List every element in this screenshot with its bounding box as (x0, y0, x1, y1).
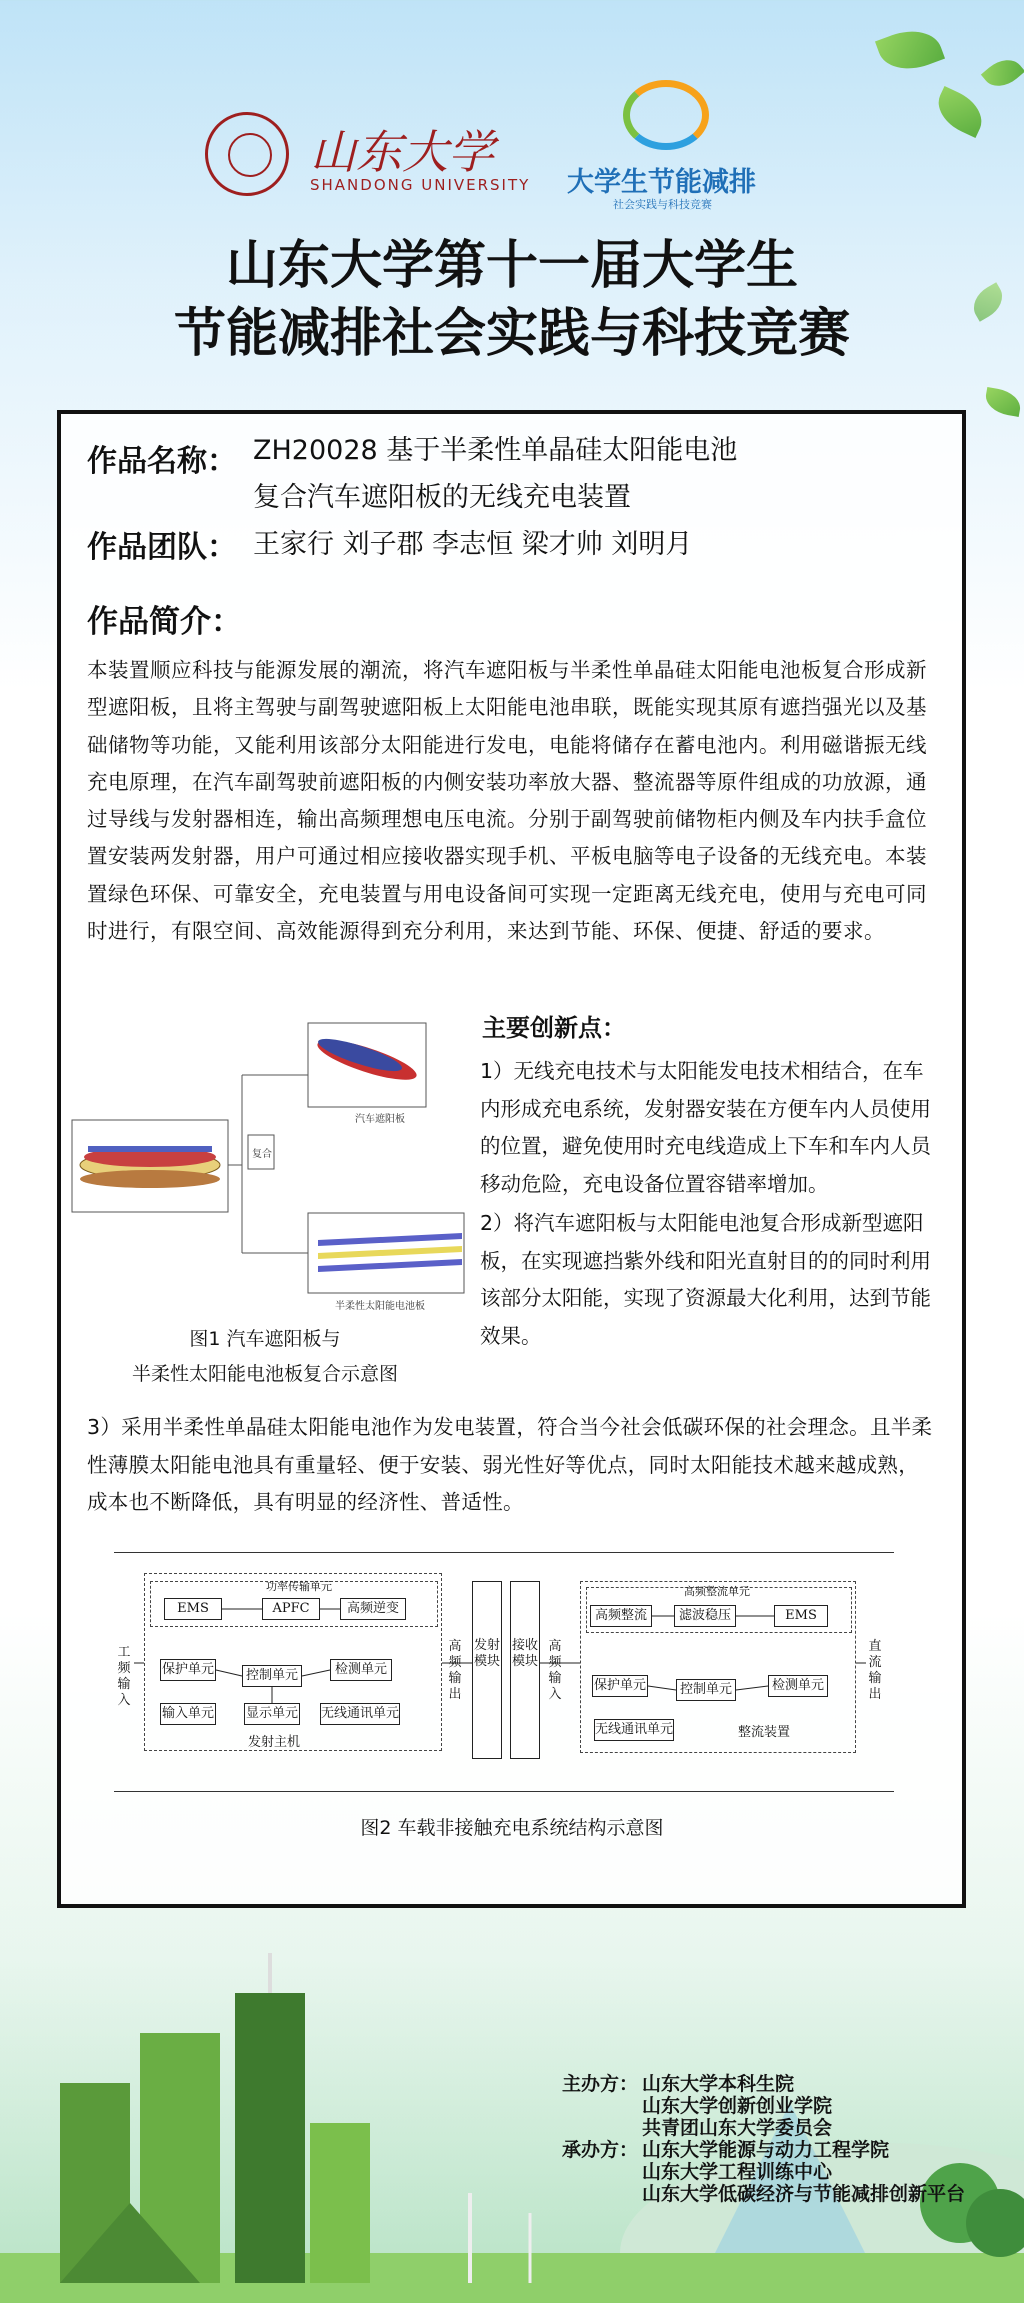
rectifier-device-label: 整流装置 (737, 1725, 790, 1740)
figure-1-label-composite: 复合 (252, 1149, 272, 1160)
logo-bar (205, 108, 794, 211)
undertake-3: 山东大学低碳经济与节能减排创新平台 (642, 2183, 966, 2205)
dc-output-label: 直流输出 (868, 1639, 882, 1702)
leaf-decoration (981, 51, 1024, 94)
project-name-line-2: 复合汽车遮阳板的无线充电装置 (253, 482, 631, 513)
title-line-1: 山东大学第十一届大学生 (225, 236, 798, 296)
control-unit-box-1: 控制单元 (242, 1665, 302, 1687)
apfc-box: APFC (262, 1598, 320, 1620)
transmitter-host-label: 发射主机 (247, 1735, 300, 1750)
project-name-label: 作品名称： (87, 444, 237, 479)
poster-title (0, 232, 1024, 368)
university-seal-icon (205, 112, 289, 196)
power-input-label: 工频输入 (117, 1645, 131, 1708)
leaf-decoration (875, 21, 945, 79)
host-label: 主办方： (562, 2073, 639, 2095)
detect-unit-box-2: 检测单元 (768, 1675, 828, 1697)
figure-2-diagram (114, 1552, 894, 1792)
host-1: 山东大学本科生院 (642, 2073, 795, 2095)
university-name-cn: 山东大学 (310, 125, 494, 179)
hf-inverter-box: 高频逆变 (340, 1598, 406, 1620)
ems-box-2: EMS (774, 1605, 828, 1627)
project-name-line-1: ZH20028 基于半柔性单晶硅太阳能电池 (253, 435, 738, 466)
display-unit-box: 显示单元 (244, 1703, 300, 1725)
organizers-block (562, 2073, 965, 2205)
hf-output-label: 高频输出 (448, 1639, 462, 1702)
figure-1-label-visor: 汽车遮阳板 (355, 1114, 405, 1125)
title-line-2: 节能减排社会实践与科技竞赛 (173, 304, 850, 364)
hf-input-label: 高频输入 (548, 1639, 562, 1702)
figure-1-caption (100, 1322, 430, 1392)
innovation-points (480, 1053, 940, 1357)
power-transmit-unit-label: 功率传输单元 (266, 1580, 332, 1593)
innovation-point-3: 3）采用半柔性单晶硅太阳能电池作为发电装置，符合当今社会低碳环保的社会理念。且半柔性薄膜太阳能电池具有重量轻、便于安装、弱光性好等优点，同时太阳能技术越来越成熟，成本也不断降低，具有明显的经济性、普适性。 (87, 1415, 933, 1514)
figure-1-caption-line-2: 半柔性太阳能电池板复合示意图 (131, 1363, 398, 1385)
leaf-decoration (983, 387, 1023, 417)
host-2: 山东大学创新创业学院 (642, 2095, 833, 2117)
figure-1-caption-line-1: 图1 汽车遮阳板与 (189, 1328, 341, 1350)
host-3: 共青团山东大学委员会 (642, 2117, 833, 2139)
receive-module-box: 接收模块 (510, 1581, 540, 1759)
project-team-members: 王家行 刘子郡 李志恒 梁才帅 刘明月 (253, 529, 693, 560)
competition-logo-name: 大学生节能减排 (567, 167, 756, 198)
transmit-module-box: 发射模块 (472, 1581, 502, 1759)
ems-box-1: EMS (164, 1598, 222, 1620)
innovation-point-2: 2）将汽车遮阳板与太阳能电池复合形成新型遮阳板，在实现遮挡紫外线和阳光直射目的的同时利用该部分太阳能，实现了资源最大化利用，达到节能效果。 (480, 1211, 931, 1348)
protect-unit-box-1: 保护单元 (160, 1659, 216, 1681)
figure-2-caption: 图2 车载非接触充电系统结构示意图 (360, 1817, 664, 1839)
filter-box: 滤波稳压 (674, 1605, 736, 1627)
competition-logo-icon (623, 80, 709, 150)
university-name-en: SHANDONG UNIVERSITY (310, 176, 531, 194)
competition-logo-sub: 社会实践与科技竞赛 (613, 198, 712, 211)
figure-1-label-panel: 半柔性太阳能电池板 (335, 1301, 425, 1312)
wireless-unit-box-2: 无线通讯单元 (594, 1719, 674, 1741)
detect-unit-box-1: 检测单元 (330, 1659, 392, 1681)
protect-unit-box-2: 保护单元 (592, 1675, 648, 1697)
control-unit-box-2: 控制单元 (676, 1679, 736, 1701)
hf-rectifier-unit-label: 高频整流单元 (684, 1585, 750, 1598)
intro-heading: 作品简介： (87, 604, 242, 640)
leaf-decoration (930, 86, 990, 138)
undertake-1: 山东大学能源与动力工程学院 (642, 2139, 890, 2161)
input-unit-box: 输入单元 (160, 1703, 216, 1725)
intro-text: 本装置顺应科技与能源发展的潮流，将汽车遮阳板与半柔性单晶硅太阳能电池板复合形成新型遮阳板，且将主驾驶与副驾驶遮阳板上太阳能电池串联，既能实现其原有遮挡强光以及基础储物等功能，又能利用该部分太阳能进行发电，电能将储存在蓄电池内。利用磁谐振无线充电原理，在汽车副驾驶前遮阳板的内侧安装功率放大器、整流器等原件组成的功放源，通过导线与发射器相连，输出高频理想电压电流。分别于副驾驶前储物柜内侧及车内扶手盒位置安装两发射器，用户可通过相应接收器实现手机、平板电脑等电子设备的无线充电。本装置绿色环保、可靠安全，充电装置与用电设备间可实现一定距离无线充电，使用与充电可同时进行，有限空间、高效能源得到充分利用，来达到节能、环保、便捷、舒适的要求。 (87, 658, 927, 944)
hf-rectify-box: 高频整流 (590, 1605, 652, 1627)
wireless-unit-box-1: 无线通讯单元 (320, 1703, 400, 1725)
innovation-heading: 主要创新点： (482, 1014, 626, 1042)
figure-1 (70, 1015, 470, 1315)
innovation-point-1: 1）无线充电技术与太阳能发电技术相结合，在车内形成充电系统，发射器安装在方便车内人员使用的位置，避免使用时充电线造成上下车和车内人员移动危险，充电设备位置容错率增加。 (480, 1059, 931, 1196)
project-team-label: 作品团队： (87, 530, 237, 565)
figure-1-diagram (70, 1015, 470, 1315)
undertake-label: 承办方： (562, 2139, 639, 2161)
undertake-2: 山东大学工程训练中心 (642, 2161, 833, 2183)
